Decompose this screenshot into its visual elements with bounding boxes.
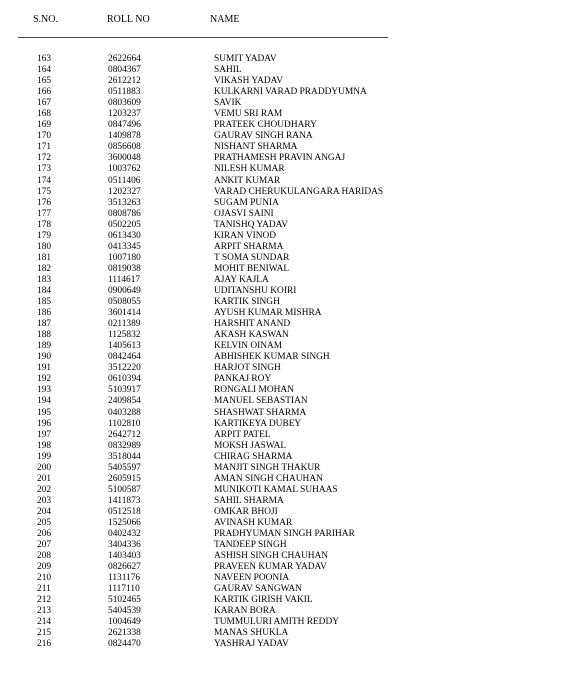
row-name: ARPIT PATEL [214, 429, 271, 440]
row-sno: 177 [37, 208, 52, 219]
table-row [0, 198, 564, 209]
row-name: RONGALI MOHAN [214, 385, 294, 396]
row-sno: 183 [37, 274, 52, 285]
table-row [0, 54, 564, 65]
row-name: ASHISH SINGH CHAUHAN [214, 551, 329, 562]
row-sno: 184 [37, 285, 52, 296]
row-name: AMAN SINGH CHAUHAN [214, 473, 323, 484]
table-row [0, 584, 564, 595]
row-sno: 175 [37, 186, 52, 197]
table-row [0, 441, 564, 452]
row-roll-no: 2621338 [108, 628, 141, 639]
row-name: PRAVEEN KUMAR YADAV [214, 562, 327, 573]
row-name: VARAD CHERUKULANGARA HARIDAS [214, 186, 384, 197]
row-roll-no: 1114617 [108, 274, 141, 285]
row-sno: 170 [37, 131, 52, 142]
table-row [0, 562, 564, 573]
row-roll-no: 3513263 [108, 197, 141, 208]
table-row [0, 463, 564, 474]
row-name: YASHRAJ YADAV [214, 639, 289, 650]
row-roll-no: 0819038 [108, 263, 141, 274]
row-name: KARTIK GIRISH VAKIL [214, 595, 313, 606]
table-row [0, 474, 564, 485]
table-row [0, 242, 564, 253]
row-roll-no: 1405613 [108, 341, 141, 352]
row-roll-no: 0847496 [108, 120, 141, 131]
table-row [0, 352, 564, 363]
row-name: KULKARNI VARAD PRADDYUMNA [214, 87, 367, 98]
row-name: SUMIT YADAV [214, 54, 277, 64]
row-name: KARTIKEYA DUBEY [214, 418, 302, 429]
row-sno: 176 [37, 197, 52, 208]
row-roll-no: 5102465 [108, 595, 141, 606]
row-roll-no: 0512518 [108, 506, 141, 517]
row-name: MOHIT BENIWAL [214, 263, 290, 274]
table-row [0, 540, 564, 551]
row-sno: 193 [37, 385, 52, 396]
table-row [0, 253, 564, 264]
row-roll-no: 5103917 [108, 385, 141, 396]
row-roll-no: 2612212 [108, 76, 141, 87]
row-sno: 190 [37, 352, 52, 363]
row-sno: 197 [37, 429, 52, 440]
row-roll-no: 1007180 [108, 252, 141, 263]
row-roll-no: 0900649 [108, 285, 141, 296]
row-sno: 195 [37, 407, 52, 418]
row-roll-no: 1403403 [108, 551, 141, 562]
row-roll-no: 0804367 [108, 65, 141, 76]
row-sno: 181 [37, 252, 52, 263]
table-row [0, 209, 564, 220]
row-roll-no: 1203237 [108, 109, 141, 120]
row-sno: 172 [37, 153, 52, 164]
row-roll-no: 1131176 [108, 573, 141, 584]
row-roll-no: 0402432 [108, 529, 141, 540]
row-name: AJAY KAJLA [214, 274, 269, 285]
row-roll-no: 1409878 [108, 131, 141, 142]
header-roll-no: ROLL NO [107, 14, 150, 25]
row-roll-no: 1117110 [108, 584, 140, 595]
row-roll-no: 0826627 [108, 562, 141, 573]
row-roll-no: 2605915 [108, 473, 141, 484]
row-sno: 208 [37, 551, 52, 562]
row-name: NAVEEN POONIA [214, 573, 290, 584]
table-row [0, 286, 564, 297]
table-row [0, 109, 564, 120]
row-sno: 191 [37, 363, 52, 374]
row-sno: 185 [37, 297, 52, 308]
table-row [0, 595, 564, 606]
table-row [0, 396, 564, 407]
table-row [0, 297, 564, 308]
row-sno: 167 [37, 98, 52, 109]
row-roll-no: 0832989 [108, 440, 141, 451]
row-sno: 205 [37, 517, 52, 528]
header-divider [18, 37, 388, 38]
table-row [0, 385, 564, 396]
row-roll-no: 0508055 [108, 297, 141, 308]
row-sno: 174 [37, 175, 52, 186]
row-roll-no: 0610394 [108, 374, 141, 385]
row-name: KARAN BORA [214, 606, 276, 617]
table-row [0, 153, 564, 164]
row-roll-no: 5404539 [108, 606, 141, 617]
row-sno: 192 [37, 374, 52, 385]
row-name: MANAS SHUKLA [214, 628, 289, 639]
row-name: NILESH KUMAR [214, 164, 285, 175]
row-name: KARTIK SINGH [214, 297, 280, 308]
row-name: CHIRAG SHARMA [214, 451, 293, 462]
row-name: PRATEEK CHOUDHARY [214, 120, 317, 131]
row-name: MUNIKOTI KAMAL SUHAAS [214, 484, 338, 495]
table-row [0, 518, 564, 529]
row-sno: 215 [37, 628, 52, 639]
table-row [0, 308, 564, 319]
row-sno: 187 [37, 319, 52, 330]
row-roll-no: 1125832 [108, 330, 141, 341]
row-roll-no: 0808786 [108, 208, 141, 219]
row-name: TUMMULURI AMITH REDDY [214, 617, 339, 628]
row-sno: 207 [37, 540, 52, 551]
row-name: ABHISHEK KUMAR SINGH [214, 352, 330, 363]
table-row [0, 408, 564, 419]
row-sno: 178 [37, 219, 52, 230]
table-body [0, 54, 564, 651]
row-sno: 186 [37, 308, 52, 319]
row-name: NISHANT SHARMA [214, 142, 298, 153]
row-roll-no: 3404336 [108, 540, 141, 551]
row-sno: 196 [37, 418, 52, 429]
row-roll-no: 0613430 [108, 230, 141, 241]
row-name: GAURAV SINGH RANA [214, 131, 313, 142]
row-name: TANDEEP SINGH [214, 540, 287, 551]
table-row [0, 87, 564, 98]
row-name: ARPIT SHARMA [214, 241, 284, 252]
row-roll-no: 3518044 [108, 451, 141, 462]
table-row [0, 330, 564, 341]
row-name: ANKIT KUMAR [214, 175, 281, 186]
table-row [0, 164, 564, 175]
row-sno: 179 [37, 230, 52, 241]
table-row [0, 65, 564, 76]
table-row [0, 142, 564, 153]
table-row [0, 606, 564, 617]
table-row [0, 573, 564, 584]
row-sno: 168 [37, 109, 52, 120]
row-name: AYUSH KUMAR MISHRA [214, 308, 322, 319]
table-row [0, 496, 564, 507]
table-row [0, 341, 564, 352]
row-roll-no: 0856608 [108, 142, 141, 153]
table-row [0, 430, 564, 441]
row-name: VEMU SRI RAM [214, 109, 283, 120]
row-name: PRADHYUMAN SINGH PARIHAR [214, 529, 355, 540]
row-name: OMKAR BHOJI [214, 506, 278, 517]
table-row [0, 529, 564, 540]
row-sno: 209 [37, 562, 52, 573]
row-sno: 202 [37, 484, 52, 495]
row-sno: 188 [37, 330, 52, 341]
row-roll-no: 1202327 [108, 186, 141, 197]
row-roll-no: 0842464 [108, 352, 141, 363]
table-row [0, 76, 564, 87]
row-name: PRATHAMESH PRAVIN ANGAJ [214, 153, 346, 164]
row-name: SAVIK [214, 98, 242, 109]
table-row [0, 452, 564, 463]
row-sno: 194 [37, 396, 52, 407]
row-roll-no: 2642712 [108, 429, 141, 440]
row-name: MANJIT SINGH THAKUR [214, 462, 321, 473]
row-roll-no: 0211389 [108, 319, 141, 330]
row-roll-no: 3512220 [108, 363, 141, 374]
table-header [0, 14, 564, 28]
table-row [0, 419, 564, 430]
table-row [0, 275, 564, 286]
row-roll-no: 1004649 [108, 617, 141, 628]
row-sno: 200 [37, 462, 52, 473]
table-row [0, 120, 564, 131]
row-name: KELVIN OINAM [214, 341, 283, 352]
row-roll-no: 0502205 [108, 219, 141, 230]
table-row [0, 363, 564, 374]
row-roll-no: 1525066 [108, 517, 141, 528]
row-roll-no: 0413345 [108, 241, 141, 252]
table-row [0, 220, 564, 231]
row-sno: 212 [37, 595, 52, 606]
row-name: SUGAM PUNIA [214, 197, 279, 208]
row-name: AKASH KASWAN [214, 330, 289, 341]
row-roll-no: 2409854 [108, 396, 141, 407]
table-row [0, 264, 564, 275]
row-roll-no: 0803609 [108, 98, 141, 109]
header-name: NAME [210, 14, 240, 25]
row-sno: 189 [37, 341, 52, 352]
row-sno: 166 [37, 87, 52, 98]
row-name: TANISHQ YADAV [214, 219, 288, 230]
row-roll-no: 5405597 [108, 462, 141, 473]
row-sno: 180 [37, 241, 52, 252]
row-sno: 173 [37, 164, 52, 175]
table-row [0, 639, 564, 650]
table-row [0, 231, 564, 242]
table-row [0, 319, 564, 330]
row-name: MOKSH JASWAL [214, 440, 287, 451]
row-roll-no: 0511406 [108, 175, 141, 186]
row-roll-no: 0511883 [108, 87, 141, 98]
row-roll-no: 1411873 [108, 495, 141, 506]
row-name: UDITANSHU KOIRI [214, 285, 297, 296]
row-sno: 213 [37, 606, 52, 617]
row-name: PANKAJ ROY [214, 374, 272, 385]
row-sno: 203 [37, 495, 52, 506]
row-roll-no: 3601414 [108, 308, 141, 319]
row-name: HARJOT SINGH [214, 363, 281, 374]
row-sno: 206 [37, 529, 52, 540]
row-name: SAHIL SHARMA [214, 495, 284, 506]
row-sno: 199 [37, 451, 52, 462]
row-sno: 204 [37, 506, 52, 517]
row-sno: 182 [37, 263, 52, 274]
table-row [0, 507, 564, 518]
row-sno: 169 [37, 120, 52, 131]
row-name: OJASVI SAINI [214, 208, 274, 219]
table-row [0, 374, 564, 385]
row-name: GAURAV SANGWAN [214, 584, 302, 595]
row-roll-no: 2622664 [108, 54, 141, 64]
table-row [0, 485, 564, 496]
header-sno: S.NO. [33, 14, 59, 25]
row-name: SHASHWAT SHARMA [214, 407, 307, 418]
row-sno: 210 [37, 573, 52, 584]
row-sno: 214 [37, 617, 52, 628]
table-row [0, 628, 564, 639]
row-sno: 216 [37, 639, 52, 650]
table-row [0, 551, 564, 562]
table-row [0, 176, 564, 187]
row-sno: 198 [37, 440, 52, 451]
row-name: AVINASH KUMAR [214, 517, 293, 528]
row-sno: 201 [37, 473, 52, 484]
row-name: SAHIL [214, 65, 242, 76]
row-name: T SOMA SUNDAR [214, 252, 290, 263]
row-name: MANUEL SEBASTIAN [214, 396, 308, 407]
row-sno: 171 [37, 142, 52, 153]
row-sno: 165 [37, 76, 52, 87]
row-sno: 164 [37, 65, 52, 76]
table-row [0, 187, 564, 198]
row-name: KIRAN VINOD [214, 230, 277, 241]
row-sno: 163 [37, 54, 52, 64]
row-roll-no: 1102810 [108, 418, 141, 429]
row-roll-no: 3600048 [108, 153, 141, 164]
row-roll-no: 0403288 [108, 407, 141, 418]
row-name: VIKASH YADAV [214, 76, 284, 87]
row-name: HARSHIT ANAND [214, 319, 291, 330]
table-row [0, 131, 564, 142]
table-row [0, 617, 564, 628]
row-roll-no: 0824470 [108, 639, 141, 650]
table-row [0, 98, 564, 109]
row-roll-no: 1003762 [108, 164, 141, 175]
row-sno: 211 [37, 584, 51, 595]
row-roll-no: 5100587 [108, 484, 141, 495]
